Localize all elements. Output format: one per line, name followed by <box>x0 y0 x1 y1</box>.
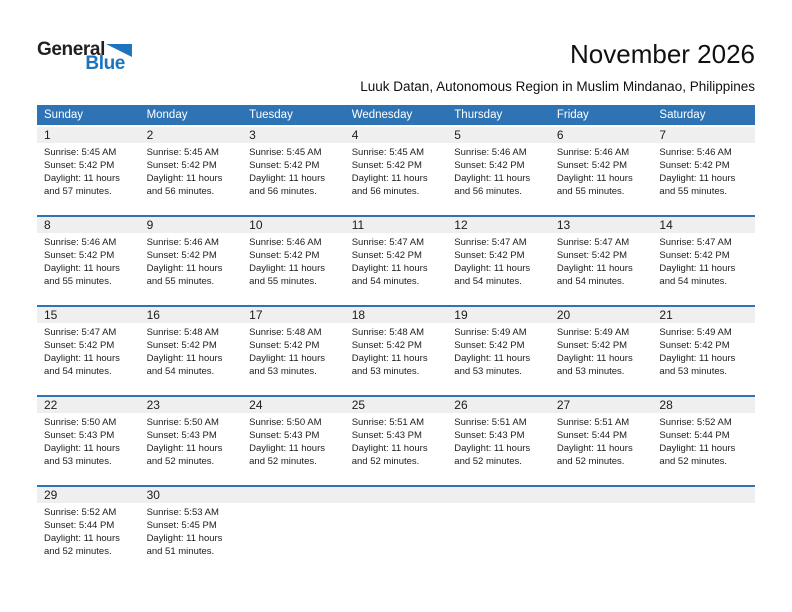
day-number: 4 <box>345 127 448 143</box>
sunrise-line: Sunrise: 5:47 AM <box>556 237 630 248</box>
sunset-line: Sunset: 5:42 PM <box>44 160 115 171</box>
day-cell-14 <box>652 217 755 305</box>
day-number: 7 <box>652 127 755 143</box>
day-number: 24 <box>242 397 345 413</box>
sunrise-line: Sunrise: 5:46 AM <box>249 237 322 248</box>
sunrise-line: Sunrise: 5:46 AM <box>659 147 732 158</box>
day-cell-29 <box>37 487 140 575</box>
weekday-header-monday: Monday <box>146 109 188 121</box>
day-details <box>345 323 448 378</box>
calendar-table <box>37 105 755 575</box>
day-details <box>345 233 448 288</box>
calendar-weeks <box>37 125 755 575</box>
day-number: 16 <box>140 307 243 323</box>
sunrise-line: Sunrise: 5:47 AM <box>659 237 732 248</box>
day-details <box>652 233 755 288</box>
day-details <box>37 323 140 378</box>
day-details <box>37 413 140 468</box>
sunrise-line: Sunrise: 5:45 AM <box>351 147 425 158</box>
day-cell-16 <box>140 307 243 395</box>
day-number: 14 <box>652 217 755 233</box>
day-details <box>140 233 243 288</box>
day-cell-24 <box>242 397 345 485</box>
week-row <box>37 305 755 395</box>
day-cell-17 <box>242 307 345 395</box>
day-details <box>550 143 653 198</box>
sunrise-line: Sunrise: 5:51 AM <box>454 417 527 428</box>
day-cell-5 <box>447 127 550 215</box>
day-cell-20 <box>550 307 653 395</box>
daylight-line: Daylight: 11 hours and 55 minutes. <box>44 263 120 287</box>
sunrise-line: Sunrise: 5:50 AM <box>44 417 117 428</box>
daylight-line: Daylight: 11 hours and 54 minutes. <box>146 353 223 377</box>
day-number: 18 <box>345 307 448 323</box>
sunset-line: Sunset: 5:42 PM <box>556 160 628 171</box>
day-number: 20 <box>550 307 653 323</box>
day-cell-27 <box>550 397 653 485</box>
day-details <box>550 233 653 288</box>
day-cell-11 <box>345 217 448 305</box>
empty-day-cell <box>345 487 448 575</box>
day-details <box>242 323 345 378</box>
sunrise-line: Sunrise: 5:45 AM <box>249 147 322 158</box>
sunset-line: Sunset: 5:44 PM <box>556 430 628 441</box>
day-details <box>345 413 448 468</box>
sunrise-line: Sunrise: 5:48 AM <box>351 327 425 338</box>
day-number: 13 <box>550 217 653 233</box>
day-number: 10 <box>242 217 345 233</box>
sunrise-line: Sunrise: 5:50 AM <box>249 417 322 428</box>
weekday-header-wednesday: Wednesday <box>351 109 413 121</box>
sunrise-line: Sunrise: 5:48 AM <box>249 327 322 338</box>
day-number: 23 <box>140 397 243 413</box>
day-cell-19 <box>447 307 550 395</box>
day-cell-30 <box>140 487 243 575</box>
day-details <box>550 323 653 378</box>
sunset-line: Sunset: 5:42 PM <box>454 250 525 261</box>
day-cell-25 <box>345 397 448 485</box>
sunrise-line: Sunrise: 5:49 AM <box>556 327 630 338</box>
sunrise-line: Sunrise: 5:46 AM <box>146 237 219 248</box>
weekday-header-saturday: Saturday <box>659 109 706 121</box>
weekday-header-row <box>37 105 755 125</box>
day-number: 9 <box>140 217 243 233</box>
daylight-line: Daylight: 11 hours and 55 minutes. <box>146 263 223 287</box>
empty-day-cell <box>652 487 755 575</box>
sunset-line: Sunset: 5:42 PM <box>44 340 115 351</box>
daylight-line: Daylight: 11 hours and 53 minutes. <box>556 353 633 377</box>
sunrise-line: Sunrise: 5:51 AM <box>351 417 425 428</box>
sunset-line: Sunset: 5:42 PM <box>146 250 217 261</box>
sunrise-line: Sunrise: 5:46 AM <box>454 147 527 158</box>
day-number: 12 <box>447 217 550 233</box>
daylight-line: Daylight: 11 hours and 53 minutes. <box>659 353 736 377</box>
sunrise-line: Sunrise: 5:45 AM <box>44 147 117 158</box>
day-cell-9 <box>140 217 243 305</box>
logo-word-general: General <box>37 39 105 60</box>
daylight-line: Daylight: 11 hours and 54 minutes. <box>44 353 120 377</box>
sunset-line: Sunset: 5:42 PM <box>249 340 320 351</box>
daylight-line: Daylight: 11 hours and 52 minutes. <box>659 443 736 467</box>
sunrise-line: Sunrise: 5:46 AM <box>556 147 630 158</box>
week-row <box>37 215 755 305</box>
day-details <box>242 233 345 288</box>
day-cell-8 <box>37 217 140 305</box>
day-cell-4 <box>345 127 448 215</box>
daylight-line: Daylight: 11 hours and 54 minutes. <box>454 263 531 287</box>
day-cell-12 <box>447 217 550 305</box>
sunrise-line: Sunrise: 5:49 AM <box>659 327 732 338</box>
day-number: 8 <box>37 217 140 233</box>
day-cell-7 <box>652 127 755 215</box>
daylight-line: Daylight: 11 hours and 51 minutes. <box>146 533 223 557</box>
daylight-line: Daylight: 11 hours and 52 minutes. <box>44 533 120 557</box>
weekday-header-friday: Friday <box>556 109 589 121</box>
daylight-line: Daylight: 11 hours and 56 minutes. <box>249 173 326 197</box>
sunrise-line: Sunrise: 5:48 AM <box>146 327 219 338</box>
daylight-line: Daylight: 11 hours and 54 minutes. <box>659 263 736 287</box>
day-number: 26 <box>447 397 550 413</box>
sunset-line: Sunset: 5:42 PM <box>556 250 628 261</box>
day-details <box>37 143 140 198</box>
sunset-line: Sunset: 5:42 PM <box>146 160 217 171</box>
sunset-line: Sunset: 5:42 PM <box>351 250 422 261</box>
day-cell-18 <box>345 307 448 395</box>
sunset-line: Sunset: 5:42 PM <box>249 250 320 261</box>
daylight-line: Daylight: 11 hours and 57 minutes. <box>44 173 120 197</box>
sunset-line: Sunset: 5:43 PM <box>249 430 320 441</box>
daylight-line: Daylight: 11 hours and 55 minutes. <box>249 263 326 287</box>
day-cell-2 <box>140 127 243 215</box>
day-details <box>447 323 550 378</box>
daylight-line: Daylight: 11 hours and 52 minutes. <box>146 443 223 467</box>
logo-word-blue: Blue <box>85 53 125 74</box>
daylight-line: Daylight: 11 hours and 54 minutes. <box>556 263 633 287</box>
day-number: 2 <box>140 127 243 143</box>
day-details <box>37 233 140 288</box>
weekday-header-tuesday: Tuesday <box>249 109 293 121</box>
day-cell-1 <box>37 127 140 215</box>
general-blue-logo <box>37 41 132 73</box>
weekday-header-thursday: Thursday <box>454 109 503 121</box>
day-details <box>140 503 243 558</box>
day-cell-26 <box>447 397 550 485</box>
day-number: 27 <box>550 397 653 413</box>
daylight-line: Daylight: 11 hours and 54 minutes. <box>351 263 428 287</box>
sunset-line: Sunset: 5:42 PM <box>659 340 730 351</box>
sunset-line: Sunset: 5:45 PM <box>146 520 217 531</box>
day-details <box>447 233 550 288</box>
empty-day-cell <box>242 487 345 575</box>
day-number: 5 <box>447 127 550 143</box>
day-cell-13 <box>550 217 653 305</box>
page-subtitle: Luuk Datan, Autonomous Region in Muslim Mindanao, Philippines <box>360 79 755 94</box>
day-number: 1 <box>37 127 140 143</box>
sunrise-line: Sunrise: 5:47 AM <box>44 327 117 338</box>
sunset-line: Sunset: 5:42 PM <box>556 340 628 351</box>
day-number: 19 <box>447 307 550 323</box>
day-cell-10 <box>242 217 345 305</box>
day-number: 15 <box>37 307 140 323</box>
sunset-line: Sunset: 5:42 PM <box>249 160 320 171</box>
sunrise-line: Sunrise: 5:46 AM <box>44 237 117 248</box>
day-cell-15 <box>37 307 140 395</box>
day-number <box>652 487 755 503</box>
day-cell-6 <box>550 127 653 215</box>
sunset-line: Sunset: 5:42 PM <box>44 250 115 261</box>
day-details <box>447 143 550 198</box>
day-details <box>345 143 448 198</box>
day-details <box>140 143 243 198</box>
daylight-line: Daylight: 11 hours and 53 minutes. <box>454 353 531 377</box>
sunrise-line: Sunrise: 5:47 AM <box>454 237 527 248</box>
sunset-line: Sunset: 5:42 PM <box>454 340 525 351</box>
page-title: November 2026 <box>570 39 755 69</box>
day-number: 21 <box>652 307 755 323</box>
day-number <box>550 487 653 503</box>
day-number <box>447 487 550 503</box>
day-number: 17 <box>242 307 345 323</box>
daylight-line: Daylight: 11 hours and 52 minutes. <box>556 443 633 467</box>
weekday-header-sunday: Sunday <box>44 109 84 121</box>
day-number: 29 <box>37 487 140 503</box>
day-cell-28 <box>652 397 755 485</box>
day-number: 3 <box>242 127 345 143</box>
week-row <box>37 485 755 575</box>
sunset-line: Sunset: 5:43 PM <box>146 430 217 441</box>
sunset-line: Sunset: 5:44 PM <box>44 520 115 531</box>
day-details <box>447 413 550 468</box>
day-cell-22 <box>37 397 140 485</box>
sunset-line: Sunset: 5:42 PM <box>454 160 525 171</box>
day-number: 30 <box>140 487 243 503</box>
day-details <box>242 143 345 198</box>
daylight-line: Daylight: 11 hours and 53 minutes. <box>44 443 120 467</box>
daylight-line: Daylight: 11 hours and 52 minutes. <box>351 443 428 467</box>
day-details <box>652 323 755 378</box>
day-number: 11 <box>345 217 448 233</box>
day-details <box>242 413 345 468</box>
day-cell-23 <box>140 397 243 485</box>
sunset-line: Sunset: 5:42 PM <box>146 340 217 351</box>
sunset-line: Sunset: 5:43 PM <box>44 430 115 441</box>
empty-day-cell <box>447 487 550 575</box>
day-number: 22 <box>37 397 140 413</box>
sunrise-line: Sunrise: 5:52 AM <box>659 417 732 428</box>
sunrise-line: Sunrise: 5:50 AM <box>146 417 219 428</box>
day-number <box>242 487 345 503</box>
sunrise-line: Sunrise: 5:47 AM <box>351 237 425 248</box>
day-number: 6 <box>550 127 653 143</box>
sunset-line: Sunset: 5:42 PM <box>659 250 730 261</box>
sunset-line: Sunset: 5:43 PM <box>351 430 422 441</box>
week-row <box>37 395 755 485</box>
day-details <box>140 323 243 378</box>
sunrise-line: Sunrise: 5:51 AM <box>556 417 630 428</box>
day-cell-21 <box>652 307 755 395</box>
daylight-line: Daylight: 11 hours and 52 minutes. <box>454 443 531 467</box>
day-details <box>37 503 140 558</box>
sunrise-line: Sunrise: 5:52 AM <box>44 507 117 518</box>
sunset-line: Sunset: 5:42 PM <box>351 340 422 351</box>
day-number: 28 <box>652 397 755 413</box>
empty-day-cell <box>550 487 653 575</box>
sunset-line: Sunset: 5:44 PM <box>659 430 730 441</box>
sunset-line: Sunset: 5:42 PM <box>659 160 730 171</box>
sunrise-line: Sunrise: 5:45 AM <box>146 147 219 158</box>
daylight-line: Daylight: 11 hours and 56 minutes. <box>146 173 223 197</box>
day-details <box>652 413 755 468</box>
sunrise-line: Sunrise: 5:53 AM <box>146 507 219 518</box>
week-row <box>37 125 755 215</box>
day-number <box>345 487 448 503</box>
sunset-line: Sunset: 5:43 PM <box>454 430 525 441</box>
daylight-line: Daylight: 11 hours and 53 minutes. <box>249 353 326 377</box>
daylight-line: Daylight: 11 hours and 53 minutes. <box>351 353 428 377</box>
day-number: 25 <box>345 397 448 413</box>
sunrise-line: Sunrise: 5:49 AM <box>454 327 527 338</box>
day-details <box>652 143 755 198</box>
sunset-line: Sunset: 5:42 PM <box>351 160 422 171</box>
daylight-line: Daylight: 11 hours and 52 minutes. <box>249 443 326 467</box>
day-cell-3 <box>242 127 345 215</box>
daylight-line: Daylight: 11 hours and 55 minutes. <box>556 173 633 197</box>
daylight-line: Daylight: 11 hours and 56 minutes. <box>454 173 531 197</box>
day-details <box>550 413 653 468</box>
day-details <box>140 413 243 468</box>
daylight-line: Daylight: 11 hours and 55 minutes. <box>659 173 736 197</box>
daylight-line: Daylight: 11 hours and 56 minutes. <box>351 173 428 197</box>
